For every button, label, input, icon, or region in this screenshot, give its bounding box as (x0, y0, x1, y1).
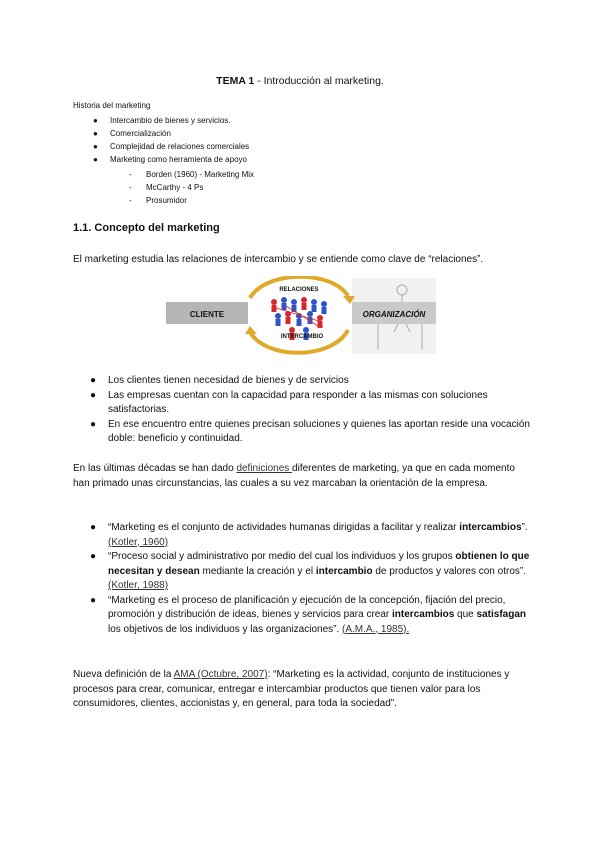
bullet-icon: ● (93, 155, 98, 164)
def-text: “Marketing es el conjunto de actividades humanas dirigidas a facilitar y realizar (108, 522, 460, 533)
list-item (93, 114, 249, 127)
def-bold: intercambio (315, 565, 373, 577)
bullet-icon: ● (93, 129, 98, 138)
list-item-text: Intercambio de bienes y servicios. (110, 116, 231, 125)
list-item (90, 389, 530, 418)
definition-item (90, 521, 530, 550)
ama-paragraph (73, 668, 533, 712)
bullet-icon: ● (90, 389, 97, 401)
def-text: ”. (521, 522, 528, 533)
list-item (93, 140, 249, 153)
list-item-text: En ese encuentro entre quienes precisan soluciones y quienes las aportan reside una vocación doble: beneficio y continuidad. (108, 418, 530, 444)
p2-text-pre: En las últimas décadas se han dado (73, 463, 237, 474)
historia-heading: Historia del marketing (73, 101, 151, 110)
historia-list (93, 114, 249, 166)
definition-item (90, 594, 530, 638)
p3-text-pre: Nueva definición de la (73, 669, 174, 680)
definiciones-paragraph (73, 462, 533, 491)
def-text: que (454, 609, 477, 620)
list-item (90, 374, 530, 389)
list-item (90, 418, 530, 447)
list-item-text: Complejidad de relaciones comerciales (110, 142, 250, 151)
cliente-bullets (90, 374, 530, 447)
bullet-icon: ● (90, 594, 97, 606)
section-heading: 1.1. Concepto del marketing (73, 222, 220, 234)
list-item-text: Los clientes tienen necesidad de bienes y de servicios (108, 375, 349, 386)
list-item (93, 127, 249, 140)
dash-icon: - (129, 183, 132, 192)
kotler-1960-link[interactable]: (Kotler, 1960) (108, 536, 169, 548)
kotler-1988-link[interactable]: (Kotler, 1988) (108, 580, 169, 591)
definition-item (90, 550, 530, 594)
def-text: de productos y valores con otros”. (372, 565, 526, 577)
def-text: mediante la creación y el (199, 565, 316, 577)
intercambio-label: INTERCAMBIO (280, 334, 324, 340)
list-item-text: Las empresas cuentan con la capacidad para responder a las mismas con soluciones satisfactorias. (108, 389, 488, 415)
def-bold: intercambios (392, 609, 455, 620)
bullet-icon: ● (93, 142, 98, 151)
sublist-item (129, 168, 254, 181)
bullet-icon: ● (90, 375, 97, 386)
bullet-icon: ● (90, 551, 97, 562)
sublist-item (129, 181, 254, 194)
ama-1985-link[interactable]: (A.M.A., 1985). (342, 623, 410, 635)
cliente-label: CLIENTE (189, 310, 225, 319)
p3-text-post: : “Marketing es la actividad, conjunto de instituciones y procesos para crear, comunicar, entregar e intercambiar productos que tienen valor para los consumidores, clientes, accionistas y, en general, para toda la sociedad”. (73, 669, 510, 709)
historia-sublist (129, 168, 254, 207)
list-item-text: Comercialización (110, 129, 171, 138)
sublist-item (129, 194, 254, 207)
document-title (0, 75, 600, 87)
organizacion-label: ORGANIZACIÓN (362, 310, 426, 319)
relaciones-label: RELACIONES (279, 287, 319, 293)
sublist-item-text: Borden (1960) - Marketing Mix (146, 170, 255, 179)
ama-2007-link[interactable]: AMA (Octubre, 2007) (173, 669, 268, 680)
dash-icon: - (129, 170, 132, 179)
bullet-icon: ● (90, 522, 97, 533)
bullet-icon: ● (90, 418, 97, 430)
def-text: los objetivos de los individuos y las organizaciones”. (108, 623, 343, 635)
list-item (93, 153, 249, 166)
p2-text-post: diferentes de marketing, ya que en cada momento han primado unas circunstancias, las cuales a su vez marcaban la orientación de la empresa. (73, 463, 515, 489)
intro-paragraph: El marketing estudia las relaciones de intercambio y se entiende como clave de “relaciones”. (73, 254, 484, 265)
list-item-text: Marketing como herramienta de apoyo (110, 155, 247, 164)
def-bold: obtienen lo que necesitan y desean (108, 551, 530, 577)
definiciones-link[interactable]: definiciones (236, 463, 293, 474)
relaciones-diagram (166, 276, 436, 356)
def-bold: intercambios (459, 522, 522, 533)
def-text: “Proceso social y administrativo por medio del cual los individuos y los grupos (108, 551, 456, 562)
definitions-list (90, 521, 530, 637)
title-bold: TEMA 1 (216, 75, 255, 87)
dash-icon: - (129, 196, 132, 205)
def-bold: satisfagan (476, 609, 526, 620)
title-rest: - Introducción al marketing. (254, 75, 384, 87)
arrow-bottom-head (245, 326, 257, 334)
def-text: “Marketing es el proceso de planificación y ejecución de la concepción, fijación del precio, promoción y distribución de ideas, bienes y servicios para crear (108, 594, 506, 620)
sublist-item-text: McCarthy - 4 Ps (146, 183, 204, 192)
sublist-item-text: Prosumidor (146, 196, 187, 205)
bullet-icon: ● (93, 116, 98, 125)
